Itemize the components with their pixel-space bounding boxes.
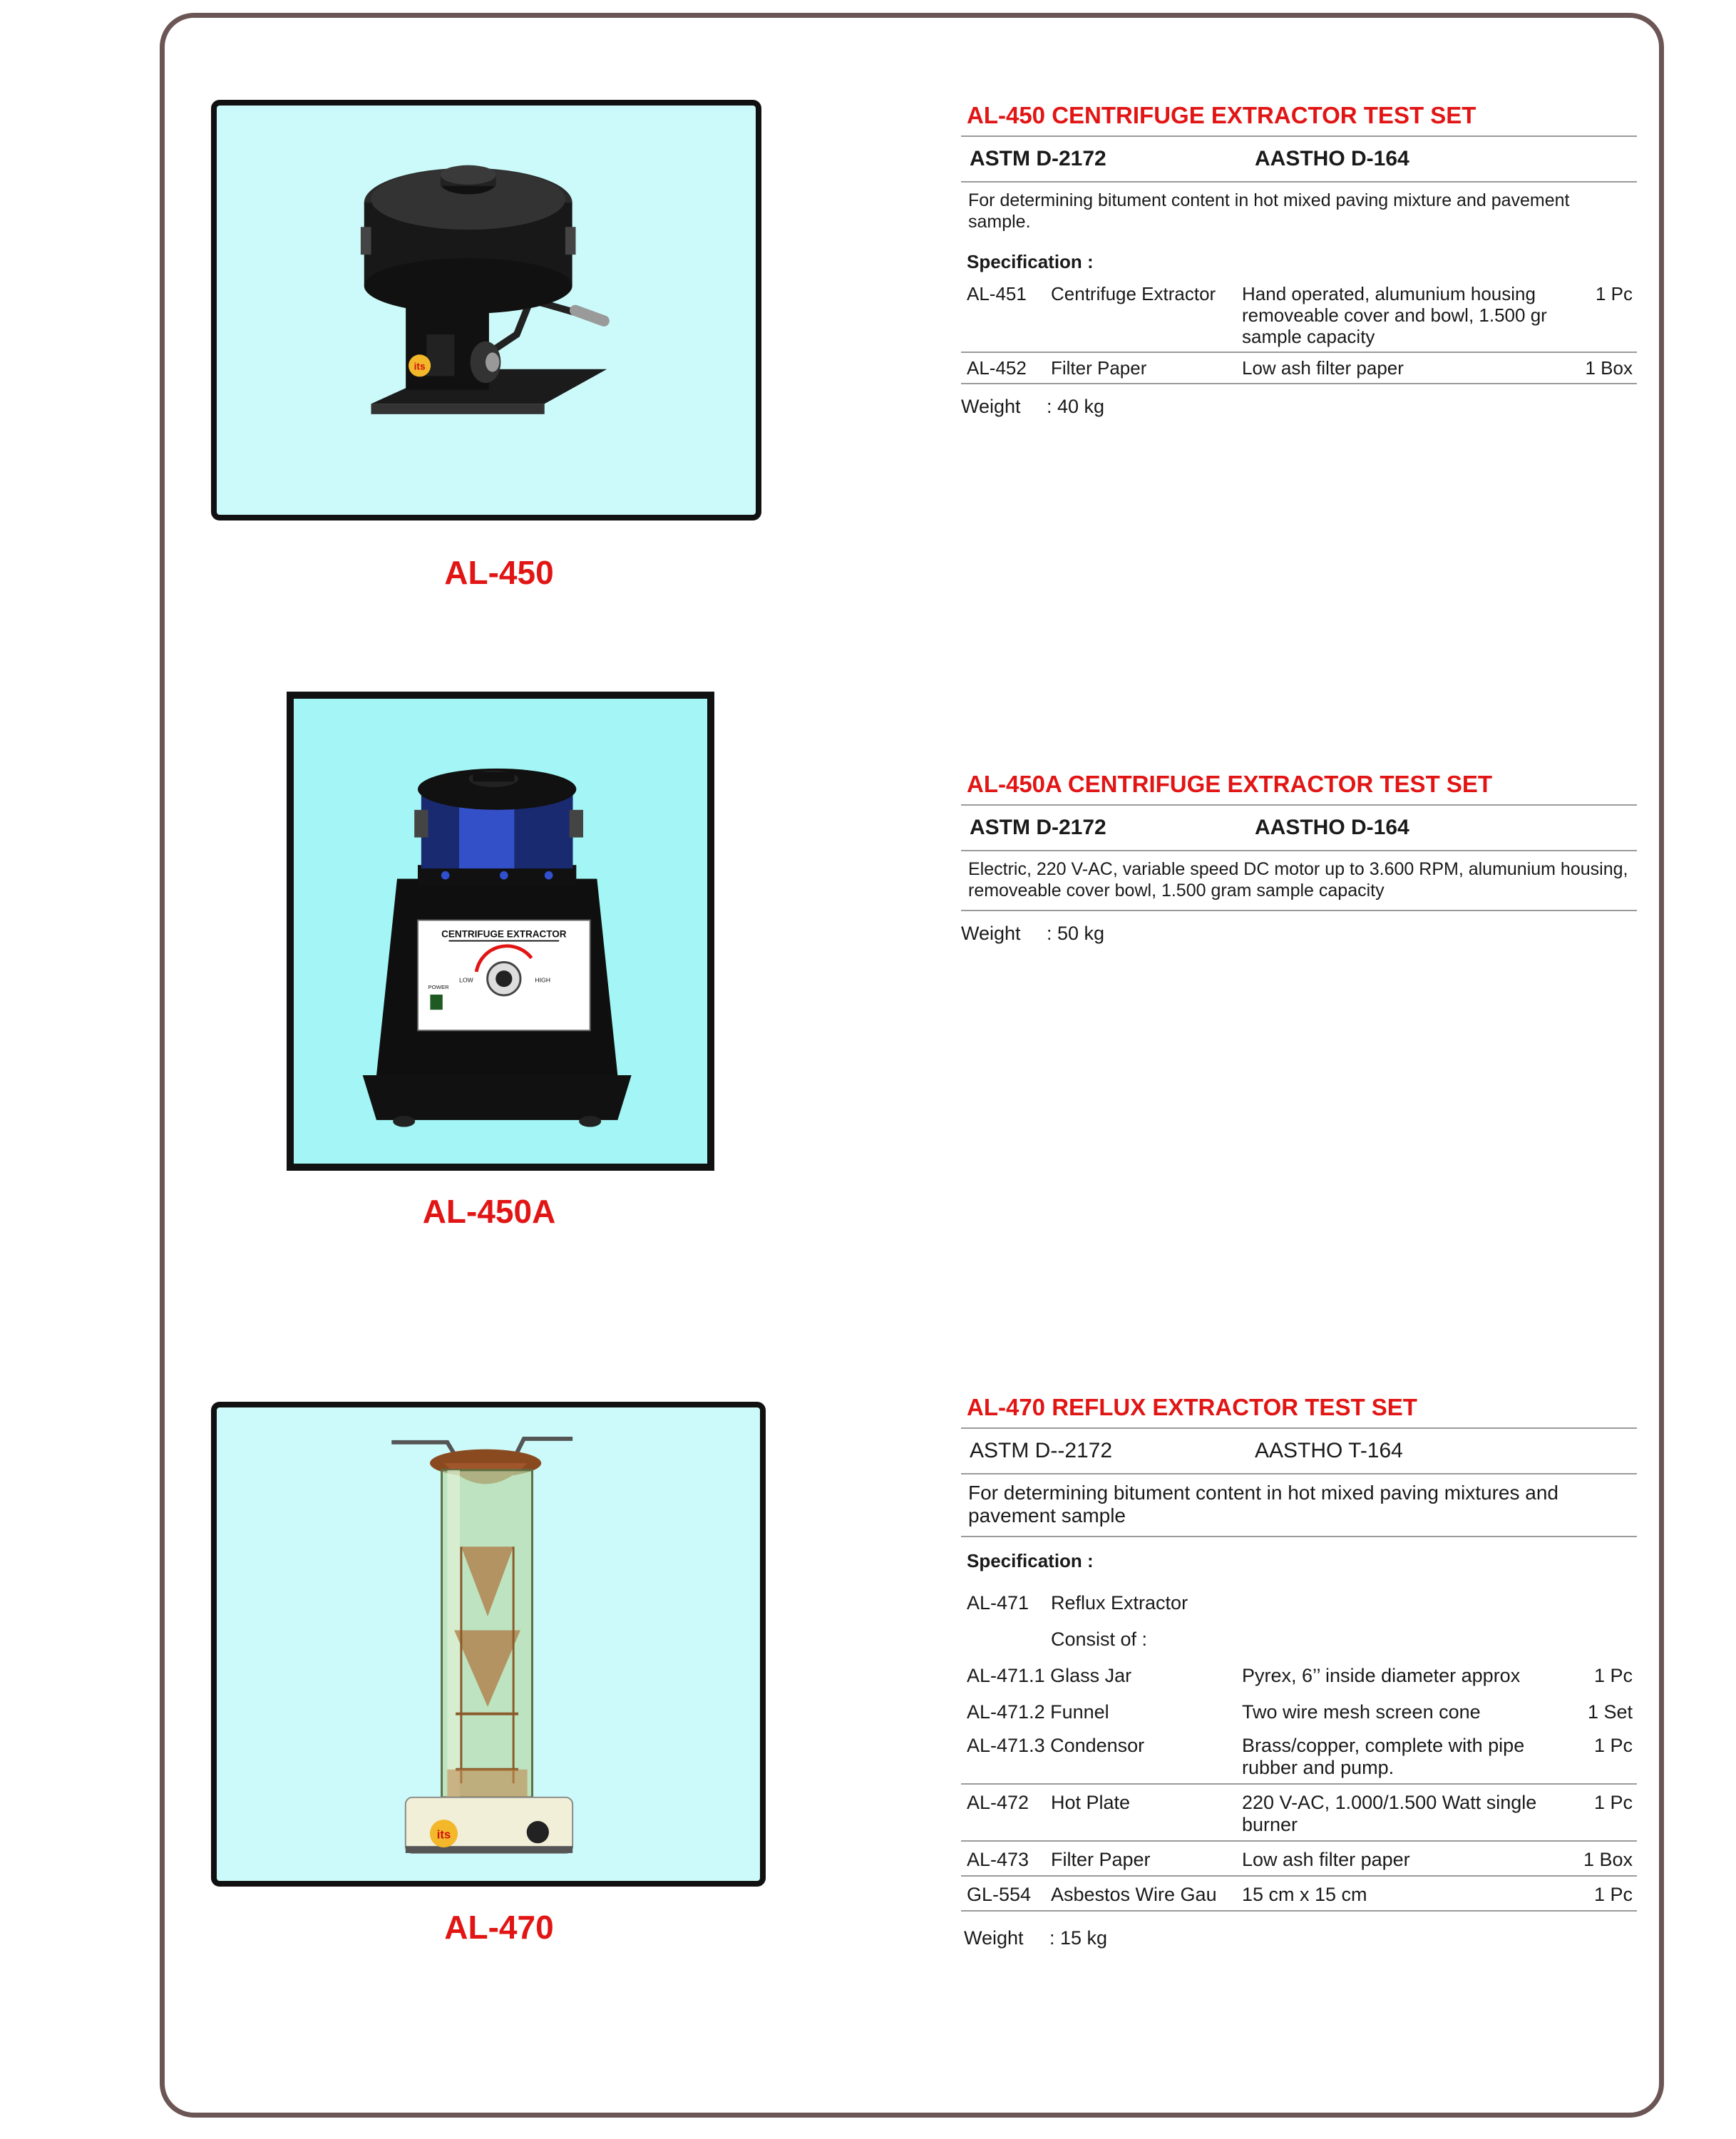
spec-row [961,1877,1637,1910]
product-caption: AL-450A [422,1193,556,1230]
consist-code-name: AL-471.2 Funnel [967,1701,1109,1723]
spec-code: AL-451 [967,283,1027,304]
spec-code: AL-452 [967,357,1027,379]
weight-row [961,1912,1637,1949]
product-photo-al-470 [211,1402,766,1887]
standards-row [961,1429,1637,1473]
product-description: For determining bitument content in hot mixed paving mixtures and pavement sample [968,1482,1558,1527]
product-spec-block [961,1387,1637,1949]
consist-qty: 1 Set [1587,1701,1633,1723]
spec-row [961,1785,1637,1840]
weight-value: : 15 kg [1049,1927,1108,1949]
standards-row [961,137,1637,181]
panel-label: CENTRIFUGE EXTRACTOR [441,928,567,940]
spec-name: Filter Paper [1051,1849,1151,1870]
spec-name: Hot Plate [1051,1792,1131,1813]
weight-label: Weight [961,396,1021,417]
spec-name: Asbestos Wire Gau [1051,1884,1217,1905]
astm-standard: ASTM D--2172 [970,1439,1113,1462]
spec-detail: 15 cm x 15 cm [1242,1884,1367,1905]
product-description: Electric, 220 V-AC, variable speed DC motor up to 3.600 RPM, alumunium housing, removeable cover bowl, 1.500 gram sample capacity [968,859,1628,901]
product-photo-al-450a [287,692,714,1171]
spec-row [961,353,1637,383]
consist-label: Consist of : [1051,1628,1148,1650]
spec-detail: Low ash filter paper [1242,1849,1410,1870]
consist-detail: Two wire mesh screen cone [1242,1701,1481,1723]
spec-code: AL-473 [967,1849,1029,1870]
spec-qty: 1 Pc [1593,1884,1633,1905]
dial-high-label: HIGH [535,976,551,984]
consist-row [961,1619,1637,1655]
spec-name: Reflux Extractor [1051,1592,1188,1614]
centrifuge-extractor-illustration [217,106,756,515]
product-photo-al-450 [211,100,761,520]
weight-row [961,384,1637,418]
weight-value: : 40 kg [1047,396,1105,417]
product-caption: AL-450 [444,554,554,591]
product-title: AL-470 REFLUX EXTRACTOR TEST SET [967,1394,1417,1420]
reflux-extractor-illustration [217,1407,760,1881]
standards-row [961,806,1637,850]
weight-value: : 50 kg [1047,923,1105,944]
dial-low-label: LOW [459,976,473,984]
its-logo: its [414,361,426,372]
product-description: For determining bitument content in hot mixed paving mixture and pavement sample. [968,190,1570,232]
weight-label: Weight [961,923,1021,944]
product-spec-block [961,96,1637,418]
spec-row [961,279,1637,352]
its-logo: its [436,1827,451,1842]
astm-standard: ASTM D-2172 [970,147,1106,170]
consist-qty: 1 Pc [1593,1735,1633,1756]
spec-code: AL-471 [967,1592,1029,1614]
aastho-standard: AASTHO D-164 [1255,147,1409,170]
specification-heading: Specification : [967,1550,1094,1571]
product-title: AL-450A CENTRIFUGE EXTRACTOR TEST SET [967,771,1493,797]
product-title: AL-450 CENTRIFUGE EXTRACTOR TEST SET [967,102,1476,128]
consist-item-row [961,1728,1637,1783]
power-label: POWER [428,984,449,991]
specification-heading: Specification : [967,251,1094,272]
spec-qty: 1 Pc [1595,283,1633,304]
consist-detail: Brass/copper, complete with pipe rubber and pump. [1242,1735,1525,1778]
aastho-standard: AASTHO T-164 [1255,1439,1403,1462]
spec-code: AL-472 [967,1792,1029,1813]
spec-qty: 1 Box [1585,357,1633,379]
astm-standard: ASTM D-2172 [970,816,1106,839]
spec-qty: 1 Box [1583,1849,1633,1870]
spec-qty: 1 Pc [1593,1792,1633,1813]
spec-row [961,1578,1637,1619]
spec-row [961,1842,1637,1875]
spec-detail: 220 V-AC, 1.000/1.500 Watt single burner [1242,1792,1537,1835]
consist-item-row [961,1691,1637,1728]
aastho-standard: AASTHO D-164 [1255,816,1409,839]
spec-name: Centrifuge Extractor [1051,283,1216,304]
consist-qty: 1 Pc [1593,1665,1633,1686]
consist-code-name: AL-471.3 Condensor [967,1735,1145,1756]
weight-row [961,911,1637,945]
electric-centrifuge-illustration [294,699,707,1164]
spec-detail: Hand operated, alumunium housing removeable cover and bowl, 1.500 gr sample capacity [1242,283,1547,347]
consist-item-row [961,1655,1637,1691]
spec-detail: Low ash filter paper [1242,357,1404,379]
spec-name: Filter Paper [1051,357,1147,379]
weight-label: Weight [964,1927,1024,1949]
consist-code-name: AL-471.1 Glass Jar [967,1665,1132,1686]
product-spec-block [961,764,1637,945]
spec-code: GL-554 [967,1884,1032,1905]
consist-detail: Pyrex, 6’’ inside diameter approx [1242,1665,1521,1686]
product-caption: AL-470 [444,1909,554,1946]
